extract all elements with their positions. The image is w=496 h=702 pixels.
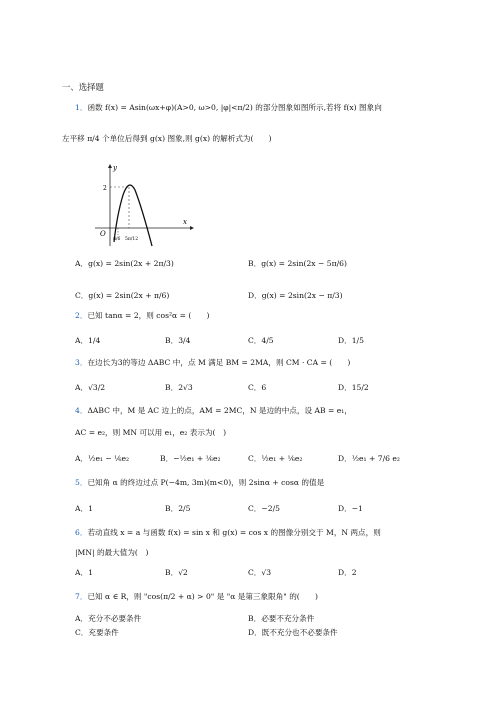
question-6-option-d: D．2 — [338, 568, 357, 577]
graph-origin-label: O — [100, 230, 106, 238]
question-3-option-c: C．6 — [248, 383, 267, 392]
question-4-option-b: B．−½e₁ + ⅙e₂ — [160, 454, 221, 463]
graph-xtick-1-label: π/6 — [113, 237, 121, 242]
question-3-option-d: D．15/2 — [338, 383, 369, 392]
question-3-stem: 3．在边长为3的等边 ΔABC 中，点 M 满足 BM = 2MA，则 CM · CA = ( ) — [75, 358, 351, 367]
question-3-option-a: A．√3/2 — [75, 383, 106, 392]
question-6-number: 6． — [75, 528, 88, 537]
question-4-option-c: C．½e₁ + ⅙e₂ — [248, 454, 303, 463]
question-4-number: 4． — [75, 406, 88, 415]
question-7-option-b: B．必要不充分条件 — [248, 614, 315, 623]
question-2-option-d: D．1/5 — [338, 336, 364, 345]
question-7-number: 7． — [75, 592, 88, 601]
question-1-option-b: B．g(x) = 2sin(2x − 5π/6) — [248, 259, 347, 268]
question-2-option-a: A．1/4 — [75, 336, 101, 345]
question-4-stem-line2: AC = e₂，则 MN 可以用 e₁，e₂ 表示为( ) — [75, 428, 227, 437]
question-1-option-d: D．g(x) = 2sin(2x − π/3) — [248, 291, 343, 300]
question-2-option-c: C．4/5 — [248, 336, 274, 345]
question-3-number: 3． — [75, 358, 88, 367]
question-1-stem-line2: 左平移 π/4 个单位后得到 g(x) 图象,则 g(x) 的解析式为( ) — [62, 134, 272, 143]
question-6-option-c: C．√3 — [248, 568, 272, 577]
question-5-option-a: A．1 — [75, 504, 93, 513]
question-6-option-b: B．√2 — [165, 568, 188, 577]
question-5-stem: 5．已知角 α 的终边过点 P(−4m, 3m)(m<0)，则 2sinα + cosα 的值是 — [75, 478, 325, 487]
question-5-option-c: C．−2/5 — [248, 504, 280, 513]
section-title: 一、选择题 — [62, 82, 104, 92]
question-7-option-d: D．既不充分也不必要条件 — [248, 628, 338, 637]
question-3-option-b: B．2√3 — [165, 383, 193, 392]
question-5-option-b: B．2/5 — [165, 504, 191, 513]
question-7-option-a: A．充分不必要条件 — [75, 614, 142, 623]
question-4-stem-line1: 4．ΔABC 中，M 是 AC 边上的点，AM = 2MC，N 是边的中点，设 AB = e₁， — [75, 406, 352, 415]
question-1-option-a: A．g(x) = 2sin(2x + 2π/3) — [75, 259, 174, 268]
graph-axis-y-label: y — [113, 164, 117, 172]
question-6-stem-line2: |MN| 的最大值为( ) — [75, 548, 149, 557]
question-6-stem-line1: 6．若动直线 x = a 与函数 f(x) = sin x 和 g(x) = cos x 的图像分别交于 M，N 两点，则 — [75, 528, 381, 537]
question-1-graph — [90, 160, 200, 250]
question-7-option-c: C．充要条件 — [75, 628, 119, 637]
y-axis-arrow-icon — [108, 164, 112, 168]
question-6-option-a: A．1 — [75, 568, 93, 577]
graph-xtick-2-label: 5π/12 — [125, 237, 139, 242]
question-2-stem: 2．已知 tanα = 2，则 cos²α = ( ) — [75, 311, 210, 320]
graph-ytick-label: 2 — [103, 185, 107, 192]
question-1-option-c: C．g(x) = 2sin(2x + π/6) — [75, 291, 170, 300]
question-7-stem: 7．已知 α ∈ R，则 "cos(π/2 + α) > 0" 是 "α 是第三象限角" 的( ) — [75, 592, 318, 601]
x-axis-arrow-icon — [190, 226, 194, 230]
question-4-option-d: D．½e₁ + 7/6 e₂ — [338, 454, 400, 463]
question-1-stem-line1: 1．函数 f(x) = Asin(ωx+φ)(A>0, ω>0, |φ|<π/2) 的部分图象如图所示,若将 f(x) 图象向 — [75, 103, 382, 112]
question-2-number: 2． — [75, 311, 88, 320]
graph-axis-x-label: x — [183, 218, 187, 226]
question-5-number: 5． — [75, 478, 88, 487]
question-2-option-b: B．3/4 — [165, 336, 191, 345]
question-1-number: 1． — [75, 103, 88, 112]
question-5-option-d: D．−1 — [338, 504, 363, 513]
question-4-option-a: A．½e₁ − ⅙e₂ — [75, 454, 130, 463]
